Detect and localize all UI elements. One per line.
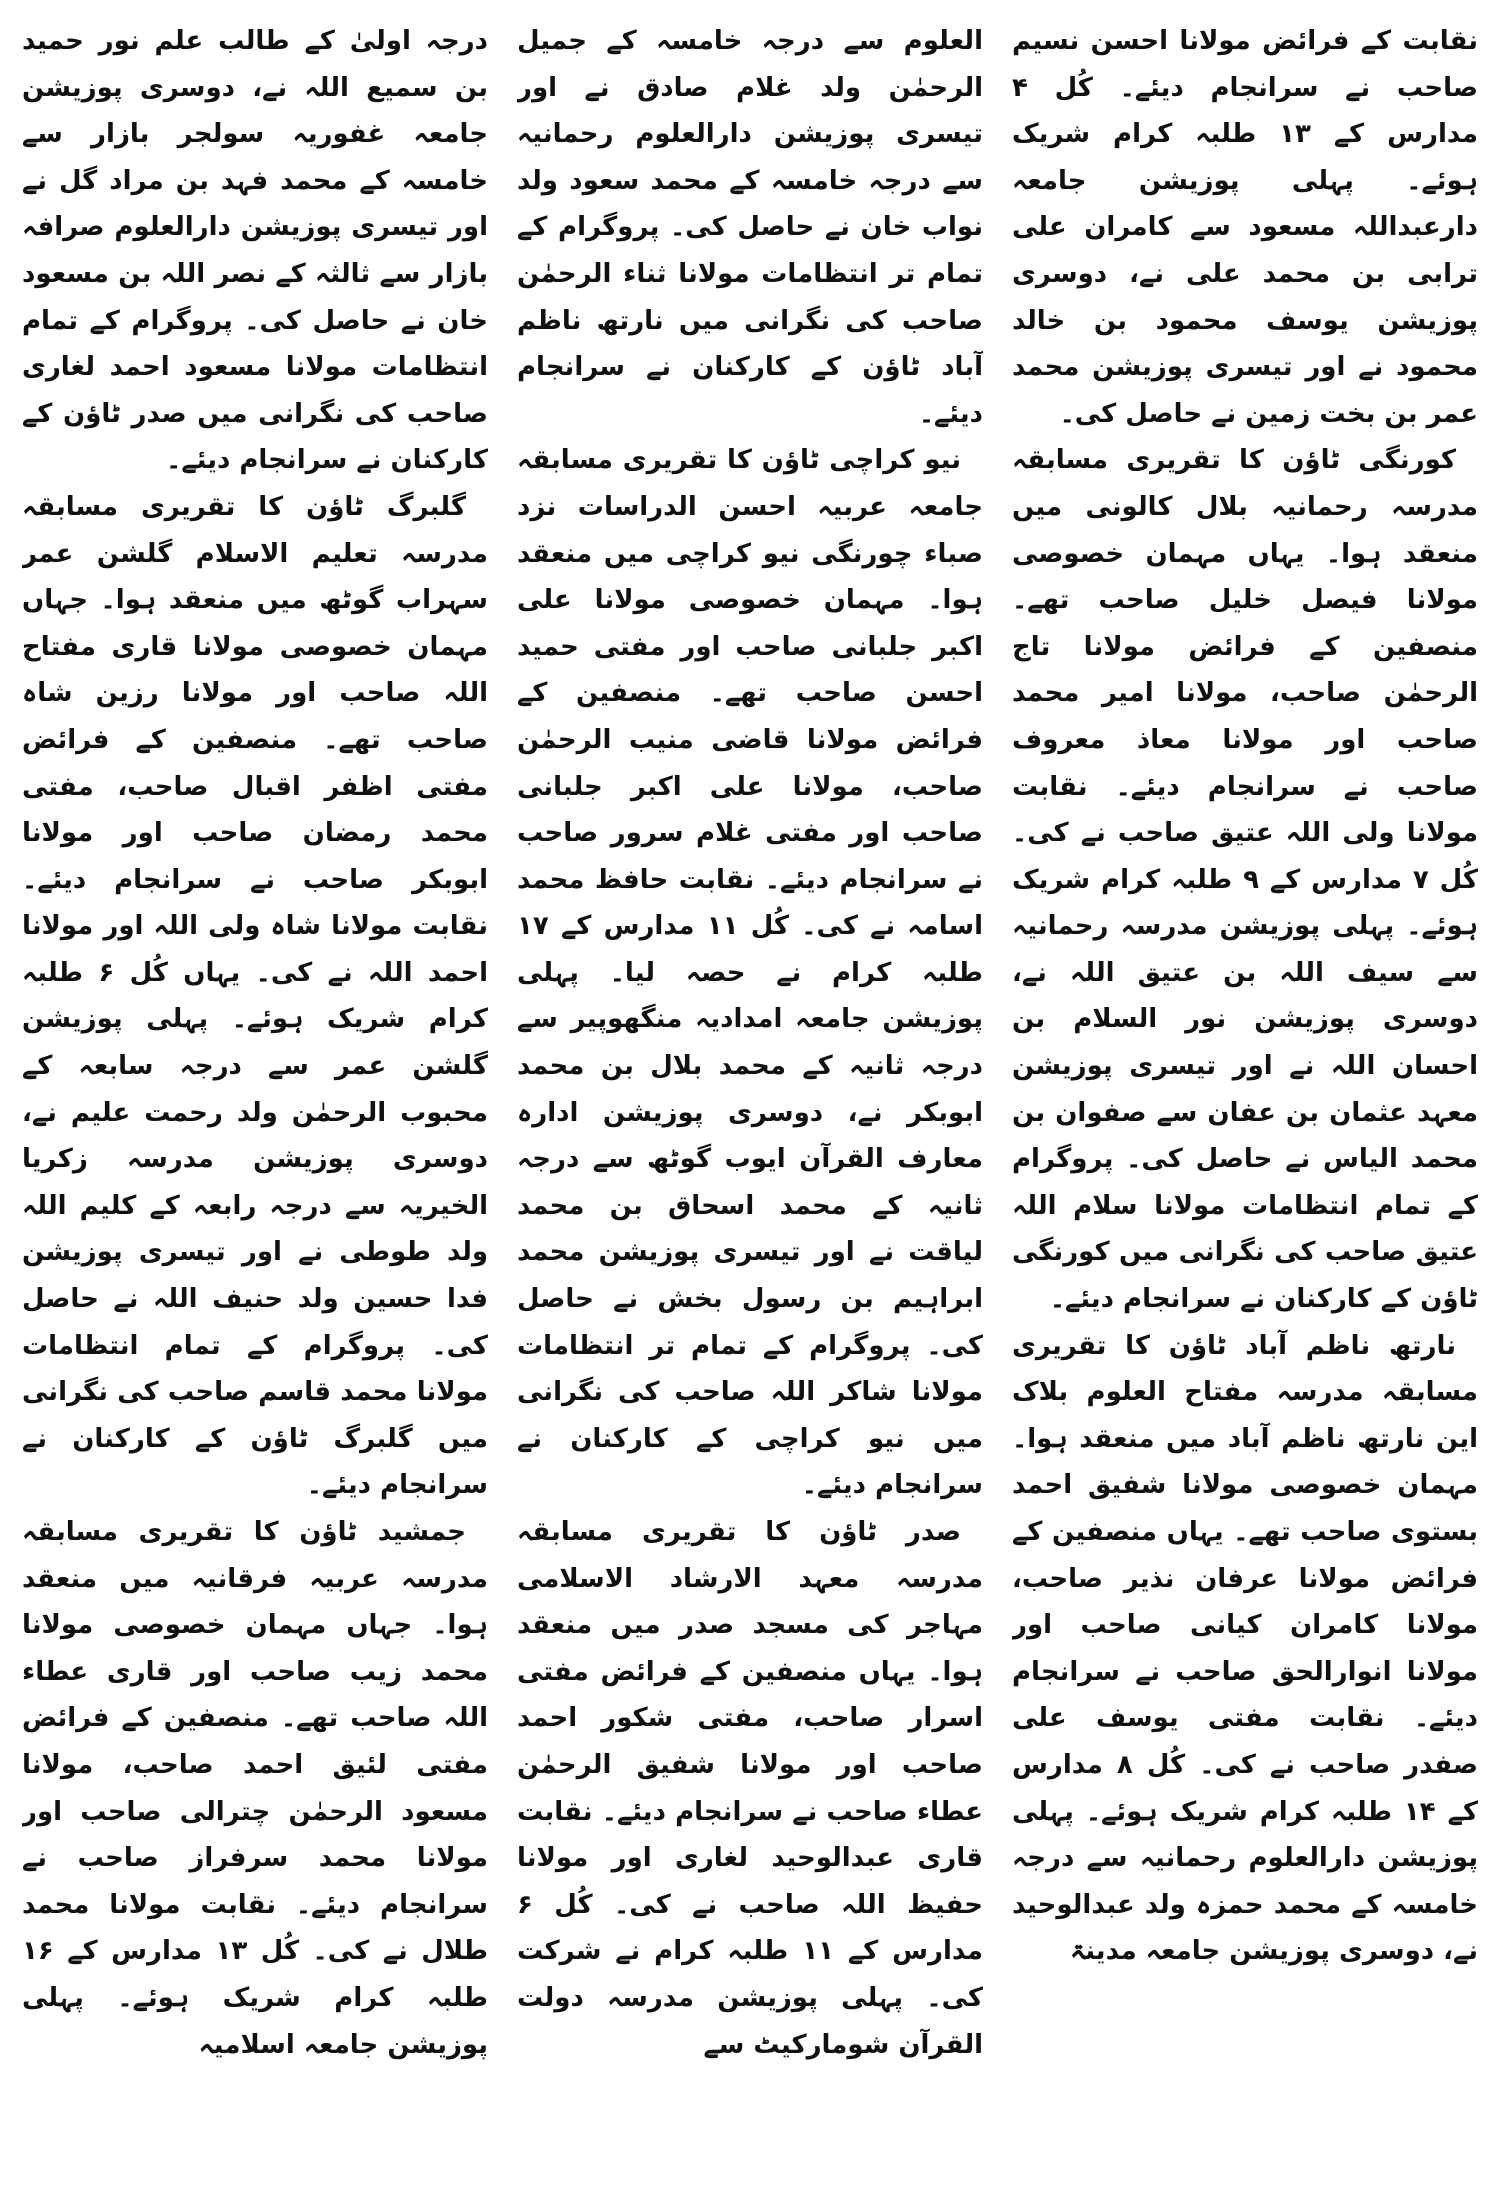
- column-gutter: [997, 18, 998, 2190]
- column-gutter: [502, 18, 503, 2190]
- article-column-left: [22, 18, 488, 2190]
- paragraph: نقابت کے فرائض مولانا احسن نسیم صاحب نے سرانجام دیئے۔ کُل ۴ مدارس کے ۱۳ طلبہ کرام شریک ہوئے۔ پہلی پوزیشن جامعہ دارعبداللہ مسعود سے کامران علی ترابی بن محمد علی نے، دوسری پوزیشن یوسف محمود بن خالد محمود نے اور تیسری پوزیشن محمد عمر بن بخت زمین نے حاصل کی۔: [1012, 26, 1478, 429]
- paragraph: نارتھ ناظم آباد ٹاؤن کا تقریری مسابقہ مدرسہ مفتاح العلوم بلاک این نارتھ ناظم آباد میں منعقد ہوا۔ مہمان خصوصی مولانا شفیق احمد بستوی صاحب تھے۔ یہاں منصفین کے فرائض مولانا عرفان نذیر صاحب، مولانا کامران کیانی صاحب اور مولانا انوارالحق صاحب نے سرانجام دیئے۔ نقابت مفتی یوسف علی صفدر صاحب نے کی۔ کُل ۸ مدارس کے ۱۴ طلبہ کرام شریک ہوئے۔ پہلی پوزیشن دارالعلوم رحمانیہ سے درجہ خامسہ کے محمد حمزہ ولد عبدالوحید نے، دوسری پوزیشن جامعہ مدینۃ: [1012, 1330, 1478, 1967]
- paragraph: صدر ٹاؤن کا تقریری مسابقہ مدرسہ معہد الارشاد الاسلامی مہاجر کی مسجد صدر میں منعقد ہوا۔ یہاں منصفین کے فرائض مفتی اسرار صاحب، مفتی شکور احمد صاحب اور مولانا شفیق الرحمٰن عطاء صاحب نے سرانجام دیئے۔ نقابت قاری عبدالوحید لغاری اور مولانا حفیظ اللہ صاحب نے کی۔ کُل ۶ مدارس کے ۱۱ طلبہ کرام نے شرکت کی۔ پہلی پوزیشن مدرسہ دولت القرآن شومارکیٹ سے: [517, 1517, 983, 2060]
- paragraph: کورنگی ٹاؤن کا تقریری مسابقہ مدرسہ رحمانیہ بلال کالونی میں منعقد ہوا۔ یہاں مہمان خصوصی مولانا فیصل خلیل صاحب تھے۔ منصفین کے فرائض مولانا تاج الرحمٰن صاحب، مولانا امیر محمد صاحب اور مولانا معاذ معروف صاحب نے سرانجام دیئے۔ نقابت مولانا ولی اللہ عتیق صاحب نے کی۔ کُل ۷ مدارس کے ۹ طلبہ کرام شریک ہوئے۔ پہلی پوزیشن مدرسہ رحمانیہ سے سیف اللہ بن عتیق اللہ نے، دوسری پوزیشن نور السلام بن احسان اللہ نے اور تیسری پوزیشن معہد عثمان بن عفان سے صفوان بن محمد الیاس نے حاصل کی۔ پروگرام کے تمام انتظامات مولانا سلام اللہ عتیق صاحب کی نگرانی میں کورنگی ٹاؤن کے کارکنان نے سرانجام دیئے۔: [1012, 445, 1478, 1315]
- article-column-middle: [517, 18, 983, 2190]
- paragraph: درجہ اولیٰ کے طالب علم نور حمید بن سمیع اللہ نے، دوسری پوزیشن جامعہ غفوریہ سولجر بازار سے خامسہ کے محمد فہد بن مراد گل نے اور تیسری پوزیشن دارالعلوم صرافہ بازار سے ثالثہ کے نصر اللہ بن مسعود خان نے حاصل کی۔ پروگرام کے تمام انتظامات مولانا مسعود احمد لغاری صاحب کی نگرانی میں صدر ٹاؤن کے کارکنان نے سرانجام دیئے۔: [22, 26, 488, 476]
- paragraph: جمشید ٹاؤن کا تقریری مسابقہ مدرسہ عربیہ فرقانیہ میں منعقد ہوا۔ جہاں مہمان خصوصی مولانا محمد زیب صاحب اور قاری عطاء اللہ صاحب تھے۔ منصفین کے فرائض مفتی لئیق احمد صاحب، مولانا مسعود الرحمٰن چترالی صاحب اور مولانا محمد سرفراز صاحب نے سرانجام دیئے۔ نقابت مولانا محمد طلال نے کی۔ کُل ۱۳ مدارس کے ۱۶ طلبہ کرام شریک ہوئے۔ پہلی پوزیشن جامعہ اسلامیہ: [22, 1517, 488, 2060]
- article-column-right: [1012, 18, 1478, 2190]
- paragraph: العلوم سے درجہ خامسہ کے جمیل الرحمٰن ولد غلام صادق نے اور تیسری پوزیشن دارالعلوم رحمانیہ سے درجہ خامسہ کے محمد سعود ولد نواب خان نے حاصل کی۔ پروگرام کے تمام تر انتظامات مولانا ثناء الرحمٰن صاحب کی نگرانی میں نارتھ ناظم آباد ٹاؤن کے کارکنان نے سرانجام دیئے۔: [517, 26, 983, 429]
- paragraph: گلبرگ ٹاؤن کا تقریری مسابقہ مدرسہ تعلیم الاسلام گلشن عمر سہراب گوٹھ میں منعقد ہوا۔ جہاں مہمان خصوصی مولانا قاری مفتاح اللہ صاحب اور مولانا رزین شاہ صاحب تھے۔ منصفین کے فرائض مفتی اظفر اقبال صاحب، مفتی محمد رمضان صاحب اور مولانا ابوبکر صاحب نے سرانجام دیئے۔ نقابت مولانا شاہ ولی اللہ اور مولانا احمد اللہ نے کی۔ یہاں کُل ۶ طلبہ کرام شریک ہوئے۔ پہلی پوزیشن گلشن عمر سے درجہ سابعہ کے محبوب الرحمٰن ولد رحمت علیم نے، دوسری پوزیشن مدرسہ زکریا الخیریہ سے درجہ رابعہ کے کلیم اللہ ولد طوطی نے اور تیسری پوزیشن فدا حسین ولد حنیف اللہ نے حاصل کی۔ پروگرام کے تمام انتظامات مولانا محمد قاسم صاحب کی نگرانی میں گلبرگ ٹاؤن کے کارکنان نے سرانجام دیئے۔: [22, 491, 488, 1501]
- paragraph: نیو کراچی ٹاؤن کا تقریری مسابقہ جامعہ عربیہ احسن الدراسات نزد صباء چورنگی نیو کراچی میں منعقد ہوا۔ مہمان خصوصی مولانا علی اکبر جلبانی صاحب اور مفتی حمید احسن صاحب تھے۔ منصفین کے فرائض مولانا قاضی منیب الرحمٰن صاحب، مولانا علی اکبر جلبانی صاحب اور مفتی غلام سرور صاحب نے سرانجام دیئے۔ نقابت حافظ محمد اسامہ نے کی۔ کُل ۱۱ مدارس کے ۱۷ طلبہ کرام نے حصہ لیا۔ پہلی پوزیشن جامعہ امدادیہ منگھوپیر سے درجہ ثانیہ کے محمد بلال بن محمد ابوبکر نے، دوسری پوزیشن ادارہ معارف القرآن ایوب گوٹھ سے درجہ ثانیہ کے محمد اسحاق بن محمد لیاقت نے اور تیسری پوزیشن محمد ابراہیم بن رسول بخش نے حاصل کی۔ پروگرام کے تمام تر انتظامات مولانا شاکر اللہ صاحب کی نگرانی میں نیو کراچی کے کارکنان نے سرانجام دیئے۔: [517, 445, 983, 1501]
